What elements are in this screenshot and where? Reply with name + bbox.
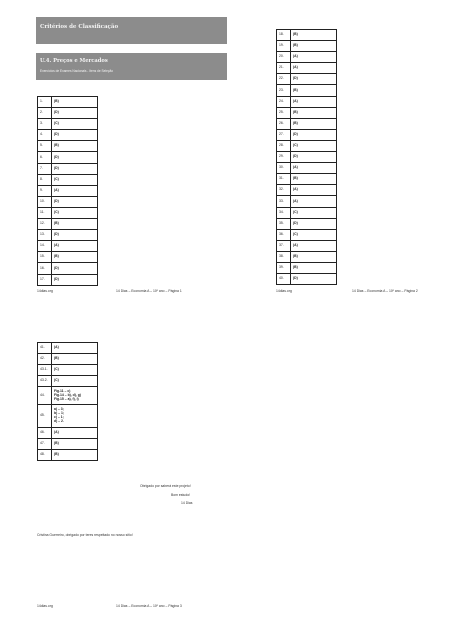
question-number: 6. xyxy=(38,152,52,163)
table-row xyxy=(277,251,337,262)
table-row xyxy=(277,185,337,196)
answer-line: (C) xyxy=(54,378,59,383)
table-row xyxy=(277,274,337,285)
answer-cell: (D) xyxy=(291,129,337,140)
table-row xyxy=(277,129,337,140)
answer-cell xyxy=(52,343,98,354)
table-row xyxy=(277,163,337,174)
table-row xyxy=(277,85,337,96)
answer-cell: (D) xyxy=(291,274,337,285)
answer-cell: (D) xyxy=(291,152,337,163)
question-number: 30. xyxy=(277,163,291,174)
table-row xyxy=(277,63,337,74)
thanks-note: Cristina Guerreiro, obrigado por teres respeitado no nosso sítio! xyxy=(37,533,133,537)
answer-line: a) – 3; xyxy=(54,407,64,412)
answer-line: Fig.11 – c) xyxy=(54,388,71,393)
table-row xyxy=(38,141,98,152)
answer-cell: (A) xyxy=(291,63,337,74)
question-number: 31. xyxy=(277,174,291,185)
table-row xyxy=(38,449,98,460)
table-row xyxy=(277,118,337,129)
page-2-footer-label: 14 Dias – Economia A – 10º ano – Página 2 xyxy=(352,289,418,293)
answer-cell xyxy=(52,365,98,376)
answer-line: c) – 1; xyxy=(54,414,64,419)
table-row xyxy=(38,387,98,405)
closing-line-3: 14 Dias xyxy=(181,501,193,505)
question-number: 44. xyxy=(38,387,52,405)
answer-cell: (A) xyxy=(291,163,337,174)
question-number: 45. xyxy=(38,405,52,427)
criteria-title: Critérios de Classificação xyxy=(40,24,119,30)
question-number: 41. xyxy=(38,343,52,354)
question-number: 35. xyxy=(277,218,291,229)
answer-cell xyxy=(52,387,98,405)
page-1-footer-site: 14dias.org xyxy=(37,289,53,293)
answer-cell: (A) xyxy=(291,96,337,107)
table-row xyxy=(277,174,337,185)
answer-cell: (C) xyxy=(52,174,98,185)
answer-line: (A) xyxy=(54,345,59,350)
question-number: 1. xyxy=(38,97,52,108)
question-number: 29. xyxy=(277,152,291,163)
answer-cell: (B) xyxy=(52,252,98,263)
table-row xyxy=(38,241,98,252)
question-number: 46. xyxy=(38,427,52,438)
page-3-footer-site: 14dias.org xyxy=(37,604,53,608)
question-number: 12. xyxy=(38,219,52,230)
question-number: 22. xyxy=(277,74,291,85)
question-number: 33. xyxy=(277,196,291,207)
question-number: 11. xyxy=(38,207,52,218)
answer-cell: (A) xyxy=(291,52,337,63)
question-number: 15. xyxy=(38,252,52,263)
question-number: 38. xyxy=(277,251,291,262)
question-number: 23. xyxy=(277,85,291,96)
question-number: 5. xyxy=(38,141,52,152)
table-row xyxy=(38,438,98,449)
question-number: 36. xyxy=(277,229,291,240)
table-row xyxy=(38,207,98,218)
question-number: 37. xyxy=(277,240,291,251)
table-row xyxy=(38,343,98,354)
question-number: 4. xyxy=(38,130,52,141)
answer-cell: (D) xyxy=(52,163,98,174)
section-title: U.4. Preços e Mercados xyxy=(40,58,108,64)
answer-cell: (B) xyxy=(291,251,337,262)
criteria-banner xyxy=(36,17,227,44)
table-row xyxy=(277,218,337,229)
answer-cell: (D) xyxy=(291,74,337,85)
page-3-footer-label: 14 Dias – Economia A – 10º ano – Página 3 xyxy=(116,604,182,608)
answer-cell: (D) xyxy=(291,218,337,229)
answer-cell: (D) xyxy=(52,108,98,119)
table-row xyxy=(277,152,337,163)
answer-cell: (B) xyxy=(291,107,337,118)
question-number: 43.2. xyxy=(38,376,52,387)
answer-line: (B) xyxy=(54,451,59,456)
answer-line: (B) xyxy=(54,440,59,445)
section-subtitle: Exercícios de Exames Nacionais - Itens de Seleção xyxy=(40,69,113,73)
table-row xyxy=(38,108,98,119)
answer-cell: (A) xyxy=(291,240,337,251)
question-number: 40. xyxy=(277,274,291,285)
question-number: 26. xyxy=(277,118,291,129)
table-row xyxy=(38,174,98,185)
table-row xyxy=(277,207,337,218)
table-row xyxy=(38,230,98,241)
table-row xyxy=(38,130,98,141)
answer-cell xyxy=(52,405,98,427)
answer-cell: (A) xyxy=(291,185,337,196)
question-number: 32. xyxy=(277,185,291,196)
answer-cell: (B) xyxy=(291,41,337,52)
question-number: 10. xyxy=(38,196,52,207)
table-row xyxy=(277,262,337,273)
answer-line: Fig.14 – b), d), g) xyxy=(54,392,81,397)
answer-cell xyxy=(52,427,98,438)
answer-cell: (B) xyxy=(291,85,337,96)
table-row xyxy=(277,196,337,207)
question-number: 19. xyxy=(277,41,291,52)
table-row xyxy=(277,229,337,240)
answer-cell: (D) xyxy=(52,130,98,141)
question-number: 21. xyxy=(277,63,291,74)
question-number: 39. xyxy=(277,262,291,273)
answer-cell: (B) xyxy=(52,97,98,108)
answers-table-page-1 xyxy=(37,96,98,286)
table-row xyxy=(38,185,98,196)
answer-line: (C) xyxy=(54,367,59,372)
answer-cell: (C) xyxy=(52,119,98,130)
answer-line: Fig.15 – a), f), i) xyxy=(54,396,79,401)
answer-line: (A) xyxy=(54,429,59,434)
table-row xyxy=(38,365,98,376)
question-number: 34. xyxy=(277,207,291,218)
table-row xyxy=(38,163,98,174)
answer-cell: (A) xyxy=(291,196,337,207)
section-banner xyxy=(36,53,227,80)
answer-cell: (B) xyxy=(291,30,337,41)
answer-cell: (C) xyxy=(291,207,337,218)
answer-cell: (A) xyxy=(52,241,98,252)
question-number: 17. xyxy=(38,274,52,285)
answer-cell: (B) xyxy=(291,262,337,273)
table-row xyxy=(277,96,337,107)
question-number: 42. xyxy=(38,354,52,365)
question-number: 24. xyxy=(277,96,291,107)
table-row xyxy=(38,354,98,365)
answer-line: b) – 1; xyxy=(54,410,64,415)
page-1-footer-label: 14 Dias – Economia A – 10º ano – Página 1 xyxy=(116,289,182,293)
question-number: 25. xyxy=(277,107,291,118)
answer-cell: (A) xyxy=(52,185,98,196)
answers-table-page-3 xyxy=(37,342,98,461)
closing-line-2: Bom estudo! xyxy=(171,493,191,497)
table-row xyxy=(38,427,98,438)
table-row xyxy=(277,41,337,52)
question-number: 3. xyxy=(38,119,52,130)
answer-cell: (B) xyxy=(291,118,337,129)
table-row xyxy=(38,263,98,274)
question-number: 20. xyxy=(277,52,291,63)
answer-line: d) – 2. xyxy=(54,418,64,423)
question-number: 47. xyxy=(38,438,52,449)
answer-cell: (C) xyxy=(291,229,337,240)
answers-table-page-2 xyxy=(276,29,337,285)
table-row xyxy=(38,252,98,263)
answer-cell: (C) xyxy=(52,207,98,218)
table-row xyxy=(277,30,337,41)
question-number: 18. xyxy=(277,30,291,41)
table-row xyxy=(277,52,337,63)
question-number: 13. xyxy=(38,230,52,241)
table-row xyxy=(277,140,337,151)
answer-cell xyxy=(52,354,98,365)
question-number: 43.1. xyxy=(38,365,52,376)
answer-cell: (D) xyxy=(52,274,98,285)
question-number: 48. xyxy=(38,449,52,460)
answer-cell xyxy=(52,376,98,387)
question-number: 2. xyxy=(38,108,52,119)
question-number: 28. xyxy=(277,140,291,151)
answer-line: (B) xyxy=(54,356,59,361)
table-row xyxy=(38,196,98,207)
answer-cell: (D) xyxy=(52,263,98,274)
answer-cell: (B) xyxy=(291,174,337,185)
answer-cell xyxy=(52,449,98,460)
answer-cell: (D) xyxy=(52,196,98,207)
table-row xyxy=(277,107,337,118)
table-row xyxy=(38,274,98,285)
table-row xyxy=(38,152,98,163)
table-row xyxy=(38,405,98,427)
answer-cell: (B) xyxy=(52,219,98,230)
table-row xyxy=(38,376,98,387)
answer-cell: (D) xyxy=(52,230,98,241)
question-number: 8. xyxy=(38,174,52,185)
table-row xyxy=(38,119,98,130)
question-number: 16. xyxy=(38,263,52,274)
closing-line-1: Obrigado por saberá este projeto! xyxy=(140,484,191,488)
answer-cell: (C) xyxy=(291,140,337,151)
table-row xyxy=(38,219,98,230)
table-row xyxy=(38,97,98,108)
answer-cell: (D) xyxy=(52,152,98,163)
answer-cell: (B) xyxy=(52,141,98,152)
answer-cell xyxy=(52,438,98,449)
question-number: 27. xyxy=(277,129,291,140)
page-2-footer-site: 14dias.org xyxy=(276,289,292,293)
table-row xyxy=(277,240,337,251)
question-number: 14. xyxy=(38,241,52,252)
question-number: 9. xyxy=(38,185,52,196)
table-row xyxy=(277,74,337,85)
question-number: 7. xyxy=(38,163,52,174)
